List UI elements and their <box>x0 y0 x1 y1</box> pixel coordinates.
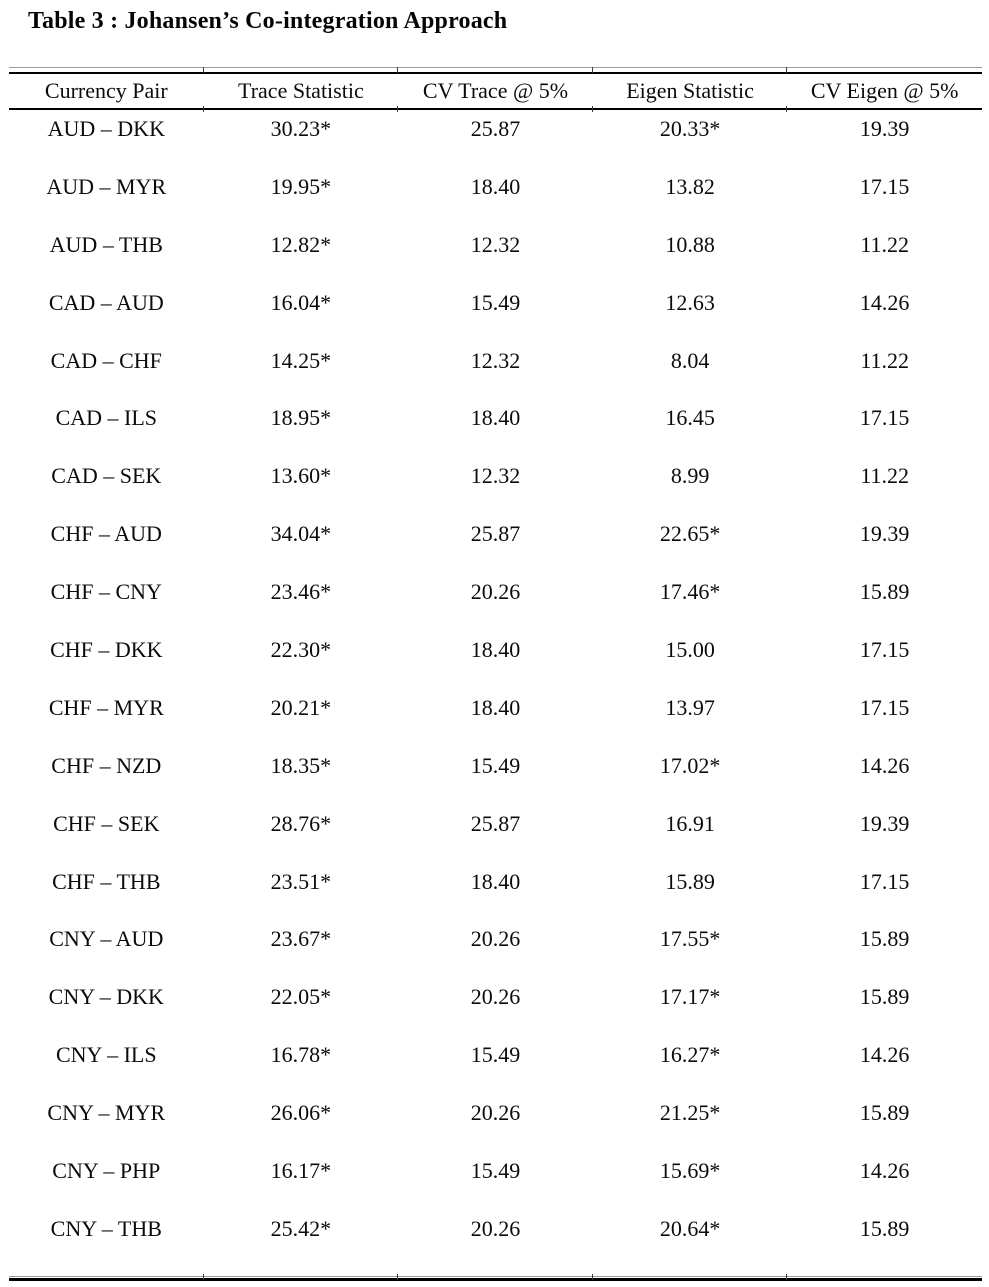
eigen-statistic-cell: 15.00 <box>665 637 715 663</box>
cv-eigen-cell: 19.39 <box>859 810 910 836</box>
currency-pair-cell: CHF – CNY <box>50 579 162 605</box>
table-row <box>9 1036 982 1094</box>
table-title: Table 3 : Johansen’s Co-integration Approach <box>28 8 508 34</box>
table-body <box>9 110 982 1268</box>
cv-trace-cell: 18.40 <box>470 868 521 894</box>
cv-trace-cell: 25.87 <box>470 116 521 141</box>
column-boundary-tick <box>592 106 593 112</box>
eigen-statistic-cell: 8.99 <box>670 463 710 489</box>
currency-pair-cell: CNY – MYR <box>47 1100 166 1126</box>
table-row <box>9 284 982 342</box>
eigen-statistic-cell: 15.89 <box>665 868 715 894</box>
table-header-row <box>9 74 982 108</box>
currency-pair-cell: AUD – DKK <box>47 116 165 141</box>
column-boundary-tick <box>786 106 787 112</box>
cointegration-table <box>9 67 982 1281</box>
currency-pair-cell: CHF – DKK <box>50 637 163 663</box>
table-row <box>9 168 982 226</box>
cv-trace-cell: 18.40 <box>470 694 521 720</box>
table-row <box>9 457 982 515</box>
currency-pair-cell: CHF – SEK <box>53 810 160 836</box>
eigen-statistic-cell: 16.91 <box>665 810 715 836</box>
trace-statistic-cell: 16.17* <box>270 1158 332 1184</box>
cv-eigen-cell: 14.26 <box>859 752 910 778</box>
eigen-statistic-cell: 17.02* <box>659 752 721 778</box>
table-row <box>9 573 982 631</box>
trace-statistic-cell: 14.25* <box>270 347 332 373</box>
table-row <box>9 399 982 457</box>
trace-statistic-cell: 26.06* <box>270 1100 332 1126</box>
currency-pair-cell: CHF – MYR <box>48 694 164 720</box>
eigen-statistic-cell: 16.45 <box>665 405 715 431</box>
currency-pair-cell: CNY – AUD <box>49 926 164 952</box>
header-separator-rule <box>9 108 982 110</box>
trace-statistic-cell: 16.78* <box>270 1042 332 1068</box>
cv-trace-cell: 12.32 <box>470 347 521 373</box>
cv-eigen-cell: 15.89 <box>859 579 910 605</box>
currency-pair-cell: CHF – THB <box>52 868 161 894</box>
trace-statistic-cell: 19.95* <box>270 173 332 199</box>
column-boundary-tick <box>397 106 398 112</box>
column-header-eigen-statistic: Eigen Statistic <box>626 78 754 103</box>
cv-trace-cell: 15.49 <box>470 1042 521 1068</box>
currency-pair-cell: CNY – ILS <box>55 1042 157 1068</box>
table-row <box>9 226 982 284</box>
column-boundary-tick <box>203 106 204 112</box>
cv-eigen-cell: 17.15 <box>859 637 910 663</box>
trace-statistic-cell: 22.30* <box>270 637 332 663</box>
table-row <box>9 342 982 400</box>
trace-statistic-cell: 23.67* <box>270 926 332 952</box>
trace-statistic-cell: 25.42* <box>270 1215 332 1241</box>
cv-eigen-cell: 17.15 <box>859 694 910 720</box>
cv-eigen-cell: 17.15 <box>859 868 910 894</box>
eigen-statistic-cell: 16.27* <box>659 1042 721 1068</box>
cv-eigen-cell: 14.26 <box>859 289 910 315</box>
currency-pair-cell: CAD – SEK <box>51 463 162 489</box>
eigen-statistic-cell: 10.88 <box>665 231 715 257</box>
column-header-trace-statistic: Trace Statistic <box>238 78 364 103</box>
cv-trace-cell: 15.49 <box>470 1158 521 1184</box>
cv-eigen-cell: 15.89 <box>859 1100 910 1126</box>
trace-statistic-cell: 12.82* <box>270 231 332 257</box>
cv-trace-cell: 12.32 <box>470 231 521 257</box>
eigen-statistic-cell: 20.33* <box>659 116 721 141</box>
eigen-statistic-cell: 17.46* <box>659 579 721 605</box>
cv-trace-cell: 15.49 <box>470 289 521 315</box>
cv-trace-cell: 20.26 <box>470 1100 521 1126</box>
cv-eigen-cell: 15.89 <box>859 984 910 1010</box>
eigen-statistic-cell: 17.17* <box>659 984 721 1010</box>
column-boundary-tick <box>592 67 593 73</box>
column-boundary-tick <box>786 67 787 73</box>
column-header-cv-trace: CV Trace @ 5% <box>422 78 569 103</box>
currency-pair-cell: AUD – THB <box>49 231 163 257</box>
cv-eigen-cell: 17.15 <box>859 405 910 431</box>
cv-eigen-cell: 19.39 <box>859 521 910 547</box>
currency-pair-cell: CAD – AUD <box>48 289 164 315</box>
eigen-statistic-cell: 13.97 <box>665 694 715 720</box>
cv-eigen-cell: 19.39 <box>859 116 910 141</box>
table-row <box>9 1152 982 1210</box>
trace-statistic-cell: 23.51* <box>270 868 332 894</box>
table-row <box>9 1210 982 1268</box>
eigen-statistic-cell: 8.04 <box>670 347 710 373</box>
eigen-statistic-cell: 17.55* <box>659 926 721 952</box>
trace-statistic-cell: 28.76* <box>270 810 332 836</box>
trace-statistic-cell: 13.60* <box>270 463 332 489</box>
eigen-statistic-cell: 13.82 <box>665 173 715 199</box>
column-header-currency-pair: Currency Pair <box>44 78 168 103</box>
table-bottom-rule <box>9 1276 982 1281</box>
column-boundary-tick <box>786 1274 787 1280</box>
currency-pair-cell: CNY – THB <box>50 1215 162 1241</box>
column-boundary-tick <box>203 1274 204 1280</box>
column-boundary-tick <box>397 67 398 73</box>
cv-trace-cell: 20.26 <box>470 984 521 1010</box>
trace-statistic-cell: 20.21* <box>270 694 332 720</box>
cv-trace-cell: 25.87 <box>470 521 521 547</box>
currency-pair-cell: CAD – CHF <box>50 347 162 373</box>
cv-trace-cell: 15.49 <box>470 752 521 778</box>
cv-trace-cell: 12.32 <box>470 463 521 489</box>
cv-eigen-cell: 11.22 <box>860 231 910 257</box>
cv-trace-cell: 25.87 <box>470 810 521 836</box>
table-top-rule <box>9 67 982 74</box>
currency-pair-cell: CNY – PHP <box>52 1158 161 1184</box>
column-boundary-tick <box>203 67 204 73</box>
cv-eigen-cell: 11.22 <box>860 347 910 373</box>
table-row <box>9 863 982 921</box>
trace-statistic-cell: 34.04* <box>270 521 332 547</box>
eigen-statistic-cell: 22.65* <box>659 521 721 547</box>
currency-pair-cell: AUD – MYR <box>46 173 167 199</box>
cv-trace-cell: 18.40 <box>470 637 521 663</box>
cv-eigen-cell: 17.15 <box>859 173 910 199</box>
eigen-statistic-cell: 20.64* <box>659 1215 721 1241</box>
trace-statistic-cell: 16.04* <box>270 289 332 315</box>
cv-eigen-cell: 11.22 <box>860 463 910 489</box>
eigen-statistic-cell: 15.69* <box>659 1158 721 1184</box>
currency-pair-cell: CHF – NZD <box>51 752 162 778</box>
cv-trace-cell: 18.40 <box>470 173 521 199</box>
currency-pair-cell: CAD – ILS <box>55 405 158 431</box>
column-boundary-tick <box>592 1274 593 1280</box>
trace-statistic-cell: 18.35* <box>270 752 332 778</box>
trace-statistic-cell: 22.05* <box>270 984 332 1010</box>
eigen-statistic-cell: 12.63 <box>665 289 715 315</box>
trace-statistic-cell: 18.95* <box>270 405 332 431</box>
cv-eigen-cell: 15.89 <box>859 926 910 952</box>
table-row <box>9 805 982 863</box>
table-row <box>9 920 982 978</box>
table-row <box>9 1094 982 1152</box>
column-boundary-tick <box>397 1274 398 1280</box>
table-row <box>9 978 982 1036</box>
table-row <box>9 515 982 573</box>
cv-eigen-cell: 14.26 <box>859 1158 910 1184</box>
table-row <box>9 631 982 689</box>
currency-pair-cell: CNY – DKK <box>48 984 164 1010</box>
column-header-cv-eigen: CV Eigen @ 5% <box>810 78 959 103</box>
trace-statistic-cell: 30.23* <box>270 116 332 141</box>
table-row <box>9 747 982 805</box>
cv-trace-cell: 18.40 <box>470 405 521 431</box>
cv-eigen-cell: 15.89 <box>859 1215 910 1241</box>
table-row <box>9 110 982 168</box>
cv-trace-cell: 20.26 <box>470 1215 521 1241</box>
table-row <box>9 689 982 747</box>
currency-pair-cell: CHF – AUD <box>50 521 162 547</box>
cv-trace-cell: 20.26 <box>470 579 521 605</box>
cv-eigen-cell: 14.26 <box>859 1042 910 1068</box>
eigen-statistic-cell: 21.25* <box>659 1100 721 1126</box>
trace-statistic-cell: 23.46* <box>270 579 332 605</box>
cv-trace-cell: 20.26 <box>470 926 521 952</box>
